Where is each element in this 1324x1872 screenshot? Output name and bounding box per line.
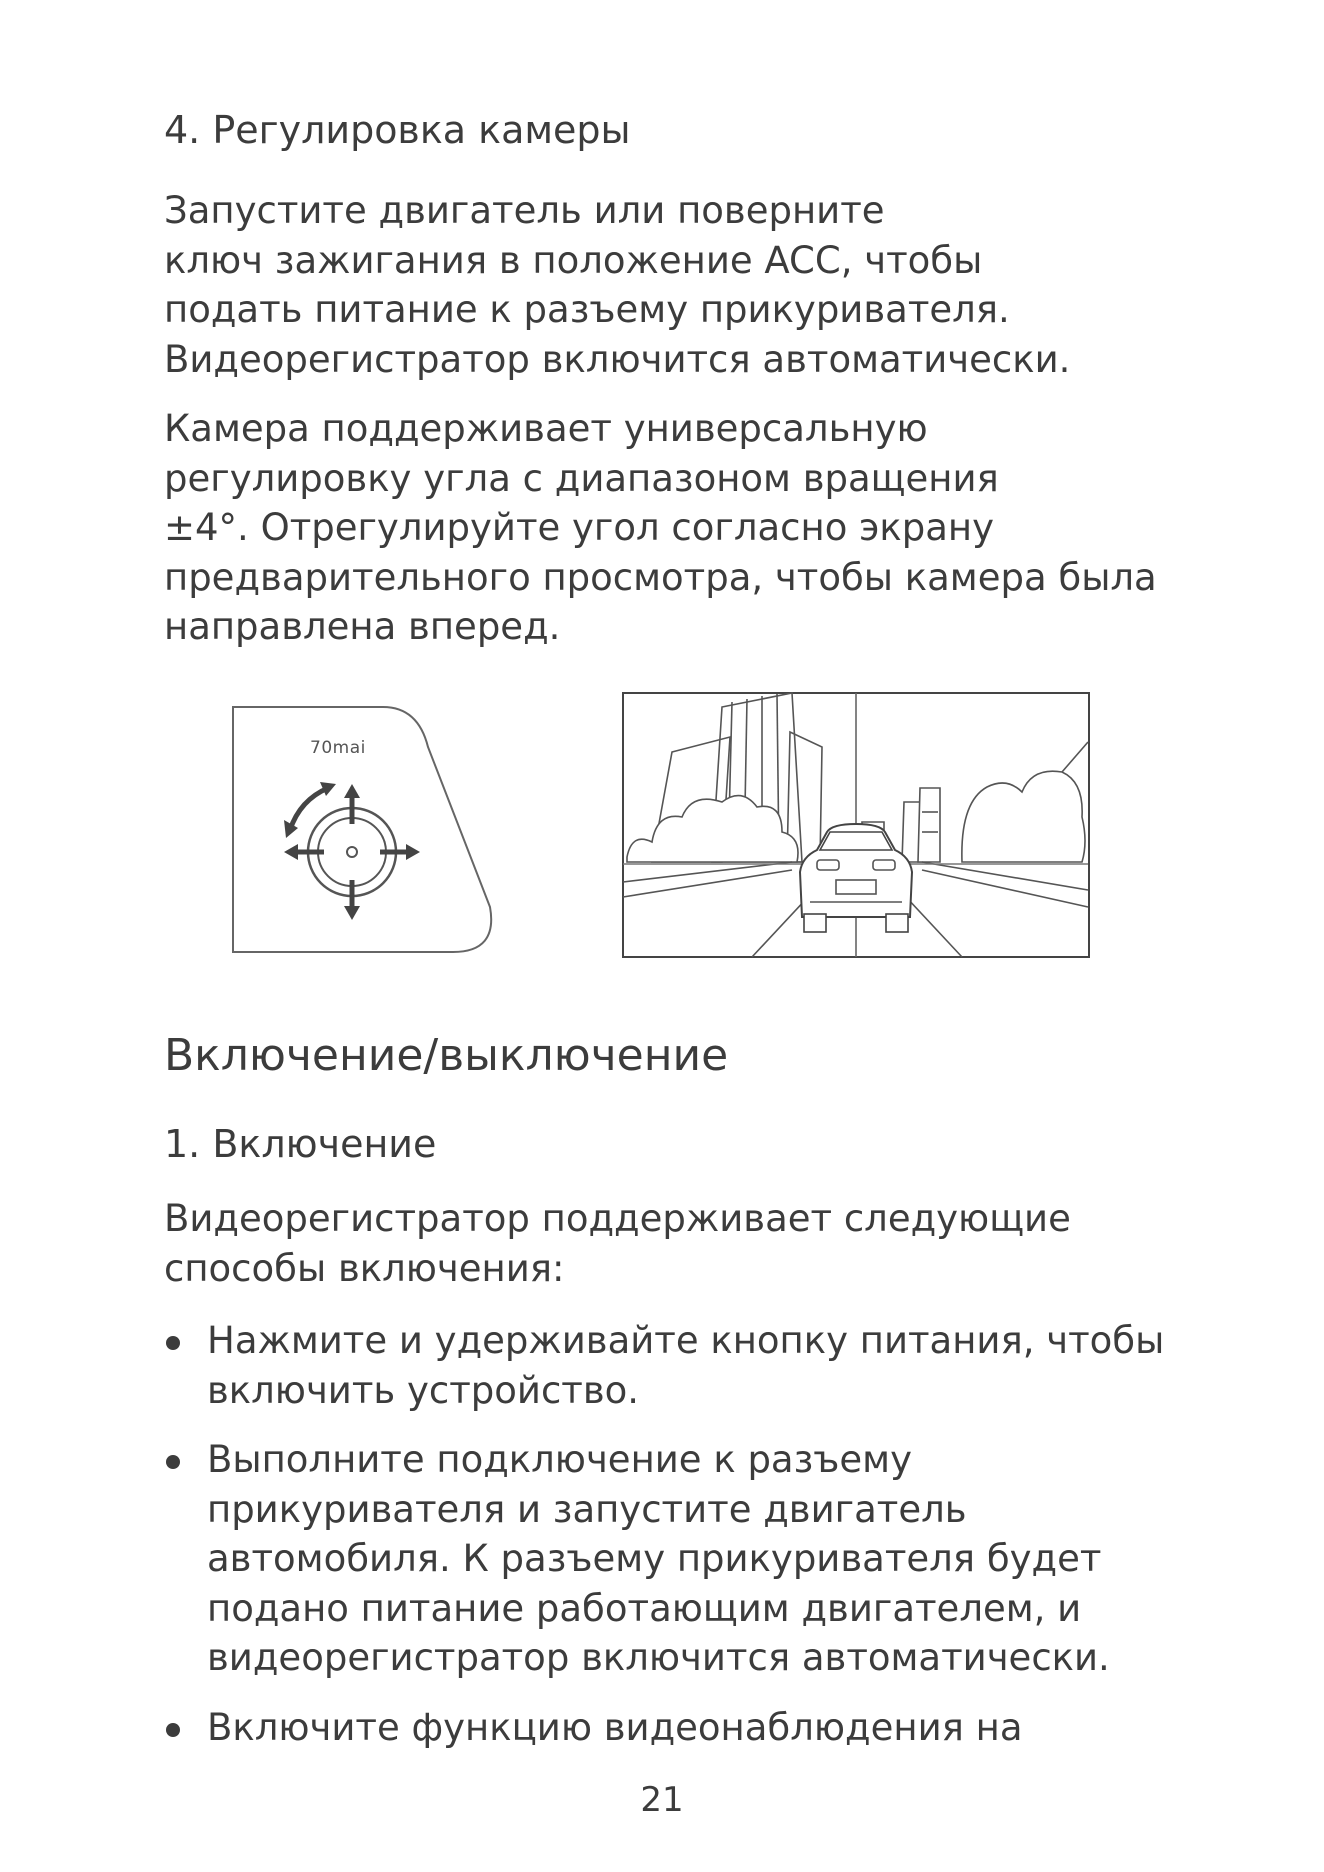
- device-brand-logo: 70mai: [310, 738, 366, 758]
- device-adjustment-illustration: [228, 702, 508, 956]
- section-subheading-power-on: 1. Включение: [164, 1122, 437, 1166]
- paragraph-power-on-engine: Запустите двигатель или поверните ключ зажигания в положение ACC, чтобы подать питание к разъему прикуривателя. Видеорегистратор включится автоматически.: [164, 189, 1071, 381]
- power-on-methods-list: [164, 1316, 1164, 1752]
- paragraph-angle-adjustment: Камера поддерживает универсальную регулировку угла с диапазоном вращения ±4°. Отрегулируйте угол согласно экрану предварительного просмотра, чтобы камера была направлена вперед.: [164, 407, 1157, 648]
- list-item: Включите функцию видеонаблюдения на: [164, 1703, 1164, 1753]
- device-outline-icon: [228, 702, 508, 956]
- list-item: Выполните подключение к разъему прикуривателя и запустите двигатель автомобиля. К разъему прикуривателя будет подано питание работающим двигателем, и видеорегистратор включится автоматически.: [164, 1435, 1164, 1683]
- road-scene-preview-icon: [622, 692, 1092, 960]
- page-number: 21: [640, 1780, 684, 1820]
- road-preview-illustration: [622, 692, 1092, 960]
- section-subheading-camera-adjustment: 4. Регулировка камеры: [164, 108, 631, 152]
- paragraph-power-on-intro: Видеорегистратор поддерживает следующие способы включения:: [164, 1197, 1071, 1290]
- list-item: Нажмите и удерживайте кнопку питания, чтобы включить устройство.: [164, 1316, 1164, 1415]
- section-heading-power: Включение/выключение: [164, 1030, 729, 1081]
